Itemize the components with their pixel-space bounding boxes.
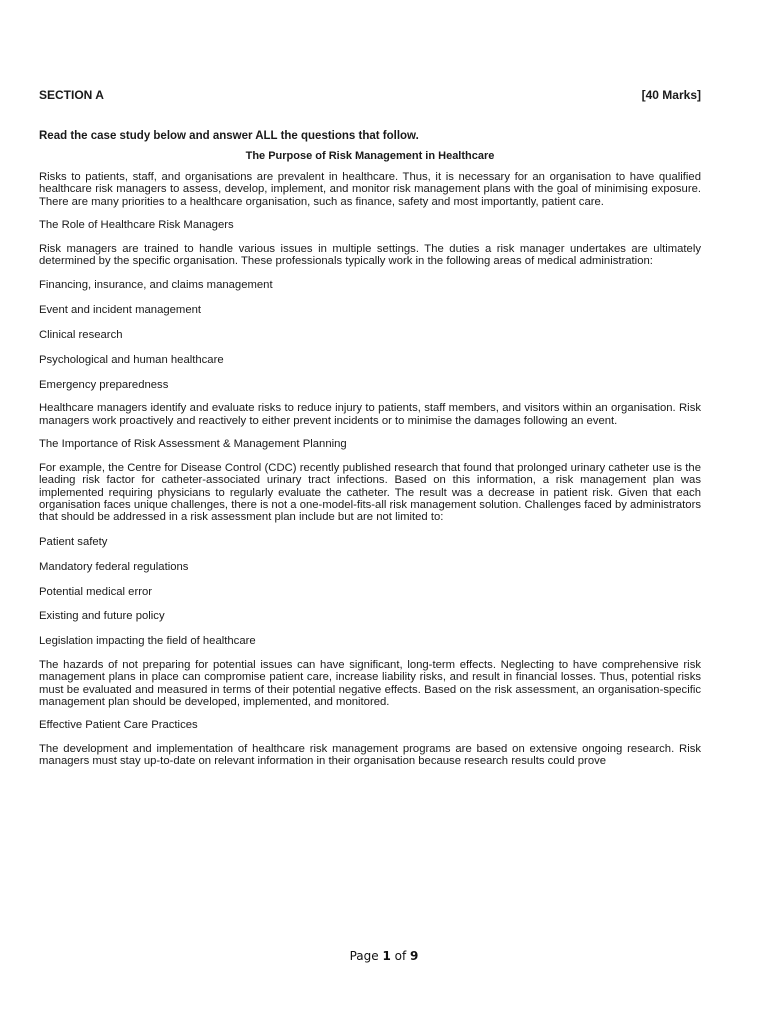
importance-heading: The Importance of Risk Assessment & Management Planning bbox=[39, 438, 347, 451]
section-marks: [40 Marks] bbox=[641, 88, 701, 102]
role-area-item: Psychological and human healthcare bbox=[39, 354, 224, 367]
role-area-item: Financing, insurance, and claims management bbox=[39, 279, 273, 292]
practices-paragraph: The development and implementation of healthcare risk management programs are based on extensive ongoing research. Risk managers must stay up-to-date on relevant information in their organisation because research results could prove bbox=[39, 742, 701, 768]
practices-heading: Effective Patient Care Practices bbox=[39, 719, 198, 732]
role-area-item: Clinical research bbox=[39, 329, 123, 342]
intro-paragraph: Risks to patients, staff, and organisations are prevalent in healthcare. Thus, it is necessary for an organisation to have qualified healthcare risk managers to assess, develop, implement, and monitor risk management plans with the goal of minimising exposure. There are many priorities to a healthcare organisation, such as finance, safety and most importantly, patient care. bbox=[39, 171, 701, 208]
page-content bbox=[39, 88, 701, 768]
importance-closing-paragraph: The hazards of not preparing for potential issues can have significant, long-term effects. Neglecting to have comprehensive risk management plans in place can compromise patient care, increase liability risks, and result in financial losses. Thus, potential risks must be evaluated and measured in terms of their potential negative effects. Based on the risk assessment, an organisation-specific management plan should be developed, implemented, and monitored. bbox=[39, 658, 701, 708]
challenge-item: Potential medical error bbox=[39, 585, 153, 598]
case-study-title: The Purpose of Risk Management in Healthcare bbox=[245, 150, 495, 162]
total-page-number: 9 bbox=[410, 949, 419, 963]
role-heading: The Role of Healthcare Risk Managers bbox=[39, 219, 234, 232]
instruction-text: Read the case study below and answer ALL the questions that follow. bbox=[39, 130, 419, 142]
challenge-item: Mandatory federal regulations bbox=[39, 560, 189, 573]
role-area-item: Emergency preparedness bbox=[39, 379, 169, 392]
section-title: SECTION A bbox=[39, 88, 104, 102]
role-paragraph: Risk managers are trained to handle various issues in multiple settings. The duties a risk manager undertakes are ultimately determined by the specific organisation. These professionals typically work in the following areas of medical administration: bbox=[39, 242, 701, 268]
current-page-number: 1 bbox=[382, 949, 391, 963]
section-header bbox=[39, 88, 701, 102]
footer-prefix: Page bbox=[349, 949, 383, 963]
importance-paragraph: For example, the Centre for Disease Control (CDC) recently published research that found that prolonged urinary catheter use is the leading risk factor for catheter-associated urinary tract infections. Based on this information, a risk management plan was implemented requiring physicians to regularly evaluate the catheter. The result was a decrease in patient risk. Given that each organisation faces unique challenges, there is not a one-model-fits-all risk management solution. Challenges faced by administrators that should be addressed in a risk assessment plan include but are not limited to: bbox=[39, 461, 701, 524]
page-footer bbox=[0, 949, 768, 963]
footer-middle: of bbox=[390, 949, 411, 963]
challenge-item: Patient safety bbox=[39, 535, 108, 548]
role-area-item: Event and incident management bbox=[39, 304, 202, 317]
role-closing-paragraph: Healthcare managers identify and evaluate risks to reduce injury to patients, staff members, and visitors within an organisation. Risk managers work proactively and reactively to either prevent incidents or to minimise the damages following an event. bbox=[39, 402, 701, 427]
challenge-item: Existing and future policy bbox=[39, 610, 165, 623]
challenge-item: Legislation impacting the field of healthcare bbox=[39, 635, 256, 648]
